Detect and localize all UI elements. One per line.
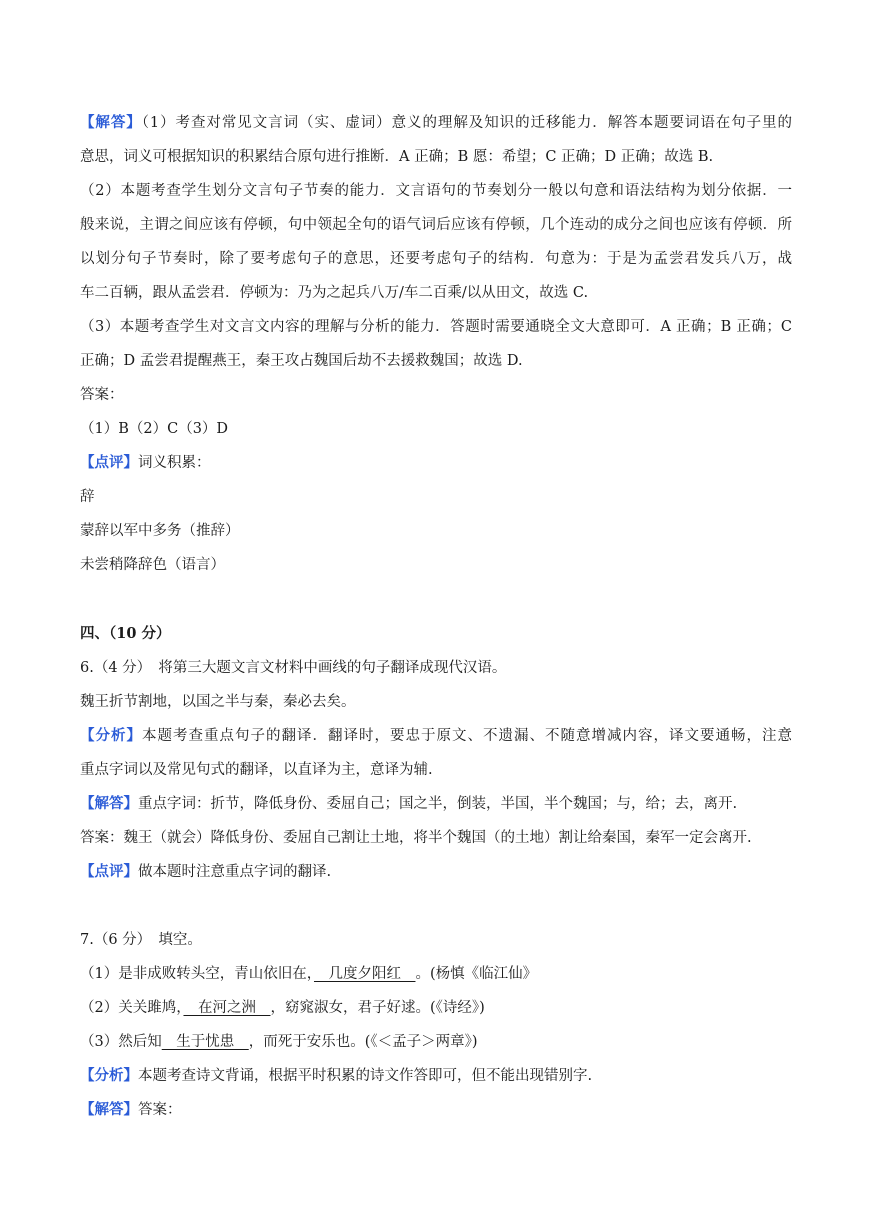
dianping-tag: 【点评】	[80, 863, 138, 880]
q6-answer: 答案：魏王（就会）降低身份、委屈自己割让土地，将半个魏国（的土地）割让给秦国，秦军一定会离开.	[80, 830, 752, 846]
q7-fenxi	[80, 1066, 792, 1086]
text: ，而死于安乐也。(《＜孟子＞两章》)	[248, 1034, 478, 1050]
q5-jieda-line-1	[80, 113, 792, 133]
fenxi-tag: 【分析】	[80, 1067, 138, 1084]
q5-jieda-line-5: 以划分句子节奏时，除了要考虑句子的意思，还要考虑句子的结构．句意为：于是为孟尝君发兵八万，战	[80, 251, 792, 267]
q5-word: 辞	[80, 489, 95, 505]
q6-jieda	[80, 794, 792, 814]
text: （1）考查对常见文言词（实、虚词）意义的理解及知识的迁移能力．解答本题要词语在句子里的	[141, 115, 792, 131]
fenxi-tag: 【分析】	[80, 727, 142, 744]
dianping-tag: 【点评】	[80, 454, 138, 471]
q6-dianping	[80, 862, 792, 882]
q7-blank-1	[80, 964, 792, 984]
q5-answer-label: 答案：	[80, 387, 124, 403]
text: 词义积累：	[138, 455, 211, 471]
text: 做本题时注意重点字词的翻译.	[138, 864, 332, 880]
jieda-tag: 【解答】	[80, 1101, 138, 1118]
q5-dianping	[80, 453, 792, 473]
q7-stem: 7.（6 分） 填空。	[80, 932, 202, 948]
q6-stem: 6.（4 分） 将第三大题文言文材料中画线的句子翻译成现代汉语。	[80, 660, 507, 676]
text: （3）然后知	[80, 1034, 162, 1050]
section-title: 四、（10 分）	[80, 625, 171, 642]
text: 本题考查诗文背诵，根据平时积累的诗文作答即可，但不能出现错别字.	[138, 1068, 593, 1084]
text: 。(杨慎《临江仙》	[415, 966, 538, 982]
q6-fenxi-line-2: 重点字词以及常见句式的翻译，以直译为主，意译为辅.	[80, 762, 433, 778]
q5-jieda-line-2: 意思，词义可根据知识的积累结合原句进行推断．A 正确；B 愿：希望；C 正确；D 正确；故选 B.	[80, 149, 714, 165]
q5-example-1: 蒙辞以军中多务（推辞）	[80, 523, 240, 539]
q7-blank-2	[80, 998, 792, 1018]
q5-example-2: 未尝稍降辞色（语言）	[80, 557, 225, 573]
text: 本题考查重点句子的翻译．翻译时，要忠于原文、不遗漏、不随意增减内容，译文要通畅，注意	[142, 728, 792, 744]
filled-blank: 几度夕阳红	[313, 966, 416, 982]
text: （1）是非成败转头空，青山依旧在，	[80, 966, 314, 982]
text: （2）关关雎鸠，	[80, 1000, 184, 1016]
q5-jieda-line-8: 正确；D 孟尝君提醒燕王，秦王攻占魏国后劫不去援救魏国；故选 D.	[80, 353, 523, 369]
q5-jieda-line-4: 般来说，主谓之间应该有停顿，句中领起全句的语气词后应该有停顿，几个连动的成分之间也应该有停顿．所	[80, 217, 792, 233]
q5-jieda-line-3: （2）本题考查学生划分文言句子节奏的能力．文言语句的节奏划分一般以句意和语法结构为划分依据．一	[80, 183, 792, 199]
q7-jieda	[80, 1100, 792, 1120]
filled-blank: 在河之洲	[183, 1000, 271, 1016]
q5-answer: （1）B（2）C（3）D	[80, 421, 229, 437]
text: 重点字词：折节，降低身份、委屈自己；国之半，倒装，半国，半个魏国；与，给；去，离开.	[138, 796, 738, 812]
jieda-tag: 【解答】	[80, 795, 138, 812]
filled-blank: 生于忧患	[161, 1034, 249, 1050]
q6-fenxi-line-1	[80, 726, 792, 746]
text: 答案：	[138, 1102, 182, 1118]
q6-sentence: 魏王折节割地，以国之半与秦，秦必去矣。	[80, 694, 356, 710]
q7-blank-3	[80, 1032, 792, 1052]
q5-jieda-line-6: 车二百辆，跟从孟尝君．停顿为：乃为之起兵八万/车二百乘/以从田文，故选 C.	[80, 285, 589, 301]
jieda-tag: 【解答】	[80, 114, 142, 131]
text: ，窈窕淑女，君子好逑。(《诗经》)	[270, 1000, 485, 1016]
q5-jieda-line-7: （3）本题考查学生对文言文内容的理解与分析的能力．答题时需要通晓全文大意即可．A 正确；B 正确；C	[80, 319, 792, 335]
